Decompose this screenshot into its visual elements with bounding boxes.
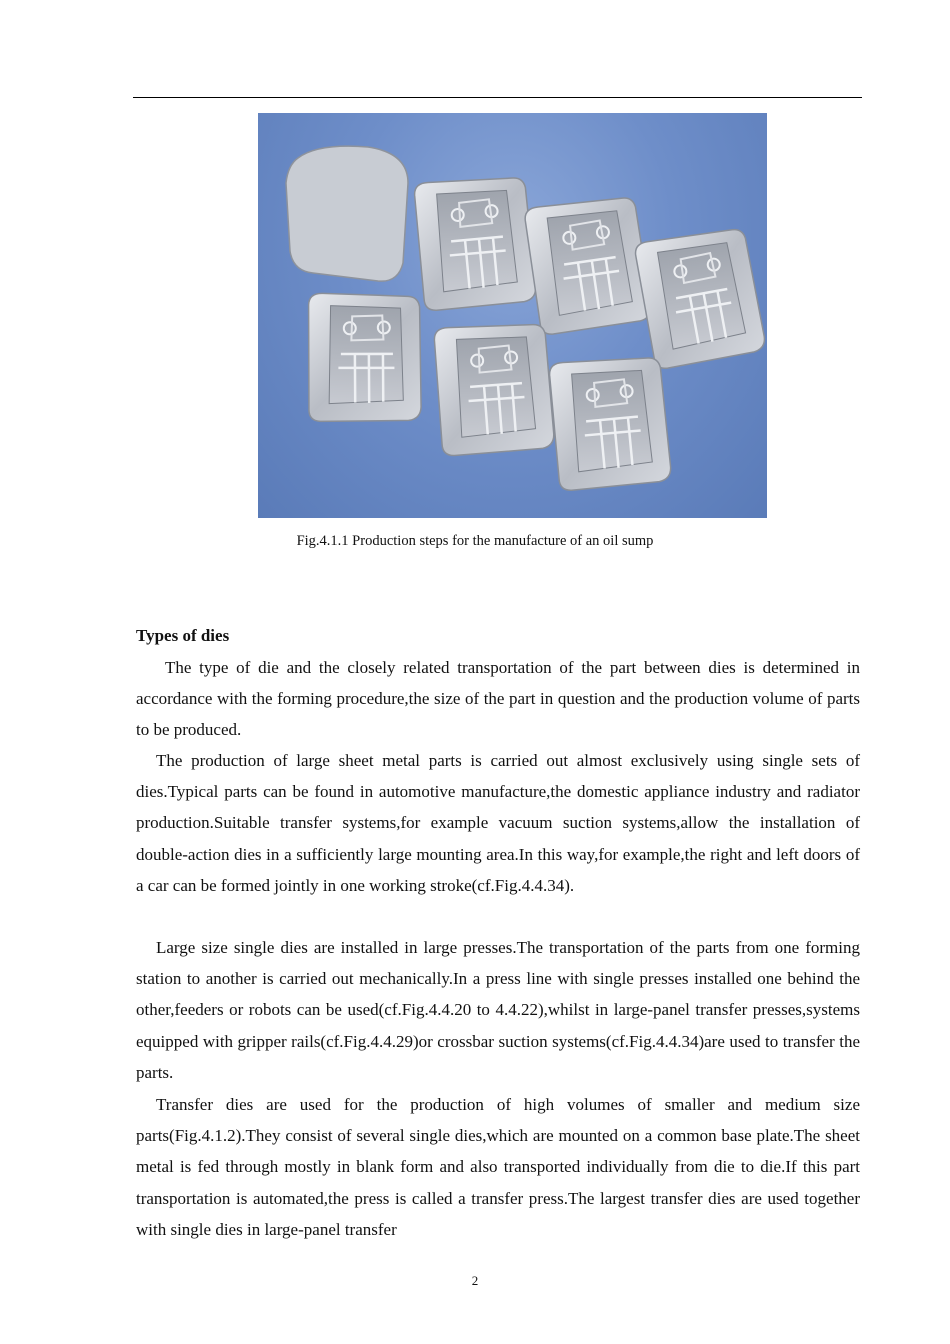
sump-stage-4 [305,293,425,425]
oil-sump-photo [258,113,767,518]
paragraph-4: Transfer dies are used for the production of high volumes of smaller and medium size parts(Fig.4.1.2).They consist of several single dies,which are mounted on a common base plate.The sheet metal is fed through mostly in blank form and also transported individually from die to die.If this part transportation is automated,the press is called a transfer press.The largest transfer dies are used together with single dies in large-panel transfer [136,1095,860,1239]
paragraph-2: The production of large sheet metal parts is carried out almost exclusively using single sets of dies.Typical parts can be found in automotive manufacture,the domestic appliance industry and radiator production.Suitable transfer systems,for example vacuum suction systems,allow the installation of double-action dies in a sufficiently large mounting area.In this way,for example,the right and left doors of a car can be formed jointly in one working stroke(cf.Fig.4.4.34). [136,751,860,895]
figure-caption: Fig.4.1.1 Production steps for the manufacture of an oil sump [296,533,654,549]
paragraph-3: Large size single dies are installed in large presses.The transportation of the parts from one forming station to another is carried out mechanically.In a press line with single presses installed one behind the other,feeders or robots can be used(cf.Fig.4.4.20 to 4.4.22),whilst in large-panel transfer presses,systems equipped with gripper rails(cf.Fig.4.4.29)or crossbar suction systems(cf.Fig.4.4.34)are used to transfer the parts. [136,938,860,1082]
page-number: 2 [471,1273,479,1288]
blank-sheet [286,146,408,281]
header-rule [133,97,862,98]
oil-sump-illustration [258,113,767,518]
section-heading: Types of dies [136,626,230,645]
paragraph-1: The type of die and the closely related transportation of the part between dies is determined in accordance with the forming procedure,the size of the part in question and the production volume of parts to be produced. [136,658,860,740]
sump-stage-5 [434,324,554,456]
sump-stage-2 [524,196,653,335]
sump-stage-3 [634,227,767,370]
sump-stage-1 [414,177,537,311]
sump-stage-6 [549,357,672,491]
